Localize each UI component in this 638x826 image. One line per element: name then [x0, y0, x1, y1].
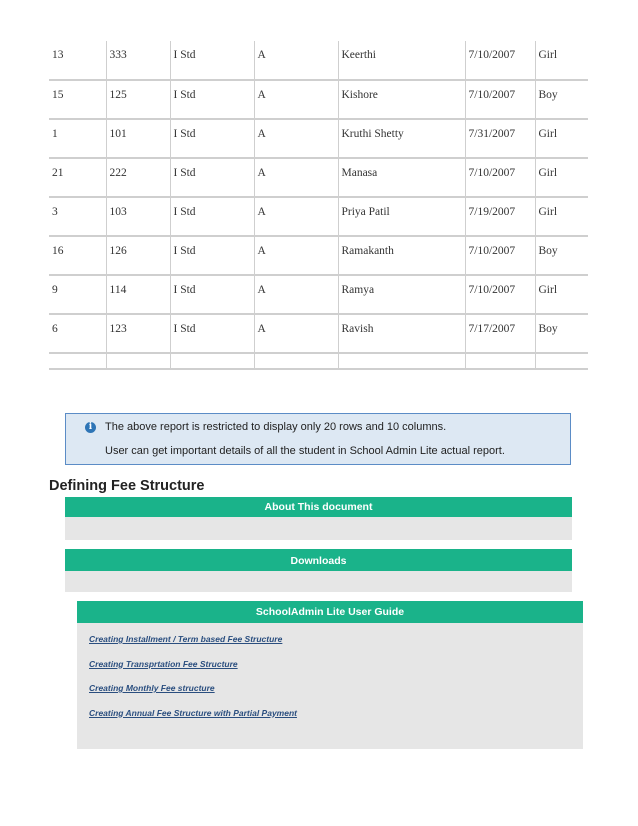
table-cell: Kruthi Shetty [338, 119, 465, 158]
table-cell: 126 [106, 236, 170, 275]
notice-line-1: The above report is restricted to display only 20 rows and 10 columns. [105, 421, 447, 433]
table-row [49, 236, 588, 275]
table-cell: 7/10/2007 [465, 158, 535, 197]
empty-cell [465, 353, 535, 369]
table-cell: I Std [170, 314, 254, 353]
table-row [49, 41, 588, 80]
table-cell: Boy [535, 236, 588, 275]
table-row [49, 275, 588, 314]
guide-link-installment[interactable]: Creating Installment / Term based Fee Structure [89, 634, 283, 644]
section-title: Defining Fee Structure [49, 478, 205, 494]
table-cell: 114 [106, 275, 170, 314]
table-cell: 222 [106, 158, 170, 197]
table-cell: 21 [49, 158, 106, 197]
table-cell: A [254, 275, 338, 314]
table-cell: 9 [49, 275, 106, 314]
table-cell: Kishore [338, 80, 465, 119]
table-cell: 1 [49, 119, 106, 158]
table-cell: Ravish [338, 314, 465, 353]
table-cell: 123 [106, 314, 170, 353]
table-cell: 7/10/2007 [465, 275, 535, 314]
table-cell: Girl [535, 41, 588, 80]
table-cell: 7/10/2007 [465, 80, 535, 119]
downloads-panel [65, 549, 572, 592]
table-cell: A [254, 158, 338, 197]
table-cell: I Std [170, 119, 254, 158]
report-notice [65, 413, 571, 465]
table-cell: I Std [170, 41, 254, 80]
table-cell: A [254, 236, 338, 275]
table-cell: I Std [170, 158, 254, 197]
table-cell: A [254, 80, 338, 119]
table-cell: I Std [170, 236, 254, 275]
about-panel [65, 497, 572, 540]
table-cell: Girl [535, 275, 588, 314]
empty-cell [338, 353, 465, 369]
table-cell: I Std [170, 80, 254, 119]
about-panel-header[interactable]: About This document [65, 497, 572, 517]
guide-link-monthly[interactable]: Creating Monthly Fee structure [89, 683, 215, 693]
table-cell: A [254, 197, 338, 236]
guide-link-transportation[interactable]: Creating Transprtation Fee Structure [89, 658, 238, 669]
table-row [49, 119, 588, 158]
table-cell: 7/10/2007 [465, 236, 535, 275]
table-cell: 7/31/2007 [465, 119, 535, 158]
info-icon: i [85, 422, 96, 433]
table-cell: 15 [49, 80, 106, 119]
empty-table-row [49, 353, 588, 369]
empty-cell [170, 353, 254, 369]
empty-cell [106, 353, 170, 369]
table-cell: 16 [49, 236, 106, 275]
table-cell: 103 [106, 197, 170, 236]
table-cell: Girl [535, 119, 588, 158]
table-cell: Ramakanth [338, 236, 465, 275]
table-cell: 7/17/2007 [465, 314, 535, 353]
empty-cell [49, 353, 106, 369]
table-cell: A [254, 314, 338, 353]
table-cell: Boy [535, 314, 588, 353]
table-cell: 101 [106, 119, 170, 158]
table-cell: 125 [106, 80, 170, 119]
student-table [49, 41, 588, 370]
table-cell: 13 [49, 41, 106, 80]
table-cell: 6 [49, 314, 106, 353]
table-cell: I Std [170, 275, 254, 314]
table-cell: A [254, 119, 338, 158]
user-guide-panel [77, 601, 583, 749]
table-row [49, 197, 588, 236]
notice-line-2: User can get important details of all the student in School Admin Lite actual report. [105, 445, 505, 457]
empty-cell [254, 353, 338, 369]
table-row [49, 314, 588, 353]
empty-cell [535, 353, 588, 369]
table-cell: Priya Patil [338, 197, 465, 236]
table-cell: Boy [535, 80, 588, 119]
table-cell: Girl [535, 158, 588, 197]
table-cell: A [254, 41, 338, 80]
table-cell: 7/19/2007 [465, 197, 535, 236]
downloads-panel-header[interactable]: Downloads [65, 549, 572, 571]
table-cell: Keerthi [338, 41, 465, 80]
user-guide-panel-header[interactable]: SchoolAdmin Lite User Guide [77, 601, 583, 623]
user-guide-links [89, 634, 297, 732]
table-row [49, 158, 588, 197]
table-row [49, 80, 588, 119]
table-cell: 333 [106, 41, 170, 80]
table-cell: Girl [535, 197, 588, 236]
table-cell: I Std [170, 197, 254, 236]
table-cell: Ramya [338, 275, 465, 314]
table-cell: Manasa [338, 158, 465, 197]
table-cell: 3 [49, 197, 106, 236]
guide-link-annual[interactable]: Creating Annual Fee Structure with Partial Payment [89, 707, 297, 718]
table-cell: 7/10/2007 [465, 41, 535, 80]
